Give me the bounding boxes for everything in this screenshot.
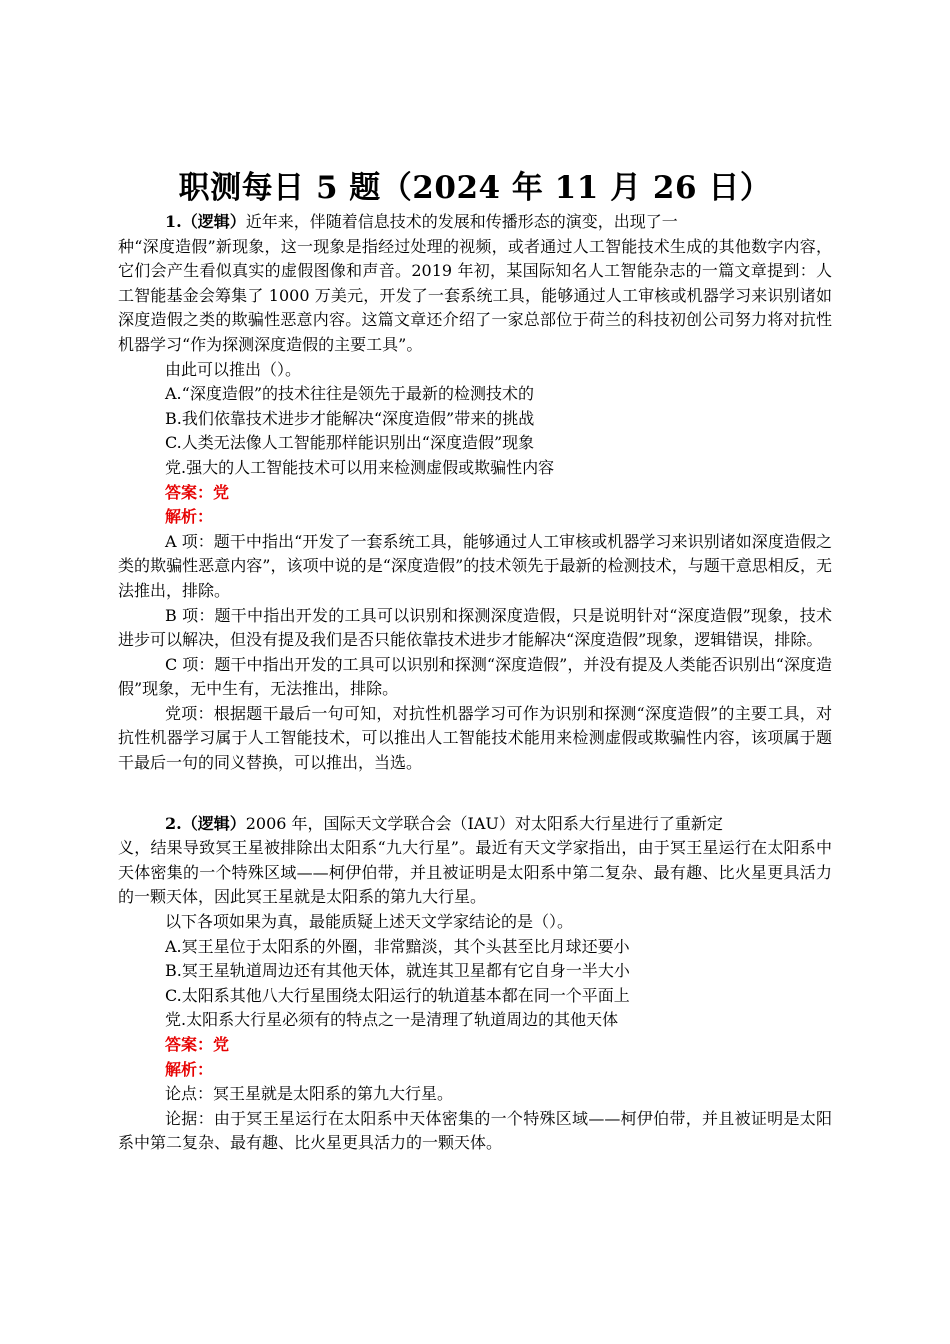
page-title: 职测每日 5 题（2024 年 11 月 26 日） [178, 170, 772, 206]
question-1-stem-first: 近年来，伴随着信息技术的发展和传播形态的演变，出现了一 [245, 212, 678, 231]
question-1-analysis-c: C 项：题干中指出开发的工具可以识别和探测“深度造假”，并没有提及人类能否识别出“深度造假”现象，无中生有，无法推出，排除。 [118, 654, 832, 699]
question-1-stem [118, 210, 832, 235]
question-1-option-a: A.“深度造假”的技术往往是领先于最新的检测技术的 [165, 384, 535, 404]
question-1-option-c: C.人类无法像人工智能那样能识别出“深度造假”现象 [165, 433, 535, 453]
question-2-stem-rest: 义，结果导致冥王星被排除出太阳系“九大行星”。最近有天文学家指出，由于冥王星运行在太阳系中天体密集的一个特殊区域——柯伊伯带，并且被证明是太阳系中第二复杂、最有趣、比火星更具活力的一颗天体，因此冥王星就是太阳系的第九大行星。 [118, 838, 832, 907]
question-1-analysis-b: B 项：题干中指出开发的工具可以识别和探测深度造假，只是说明针对“深度造假”现象，技术进步可以解决，但没有提及我们是否只能依靠技术进步才能解决“深度造假”现象，逻辑错误，排除。 [118, 605, 832, 650]
question-2-stem [118, 812, 832, 837]
question-1-analysis-label: 解析： [165, 507, 214, 527]
question-2-analysis-label: 解析： [165, 1059, 214, 1079]
question-2 [118, 812, 832, 1156]
question-1-analysis-a: A 项：题干中指出“开发了一套系统工具，能够通过人工审核或机器学习来识别诸如深度造假之类的欺骗性恶意内容”，该项中说的是“深度造假”的技术领先于最新的检测技术，与题干意思相反，无法推出，排除。 [118, 531, 832, 600]
question-1-analysis-d: 党项：根据题干最后一句可知，对抗性机器学习可作为识别和探测“深度造假”的主要工具，对抗性机器学习属于人工智能技术，可以推出人工智能技术能用来检测虚假或欺骗性内容，该项属于题干最后一句的同义替换，可以推出，当选。 [118, 703, 832, 773]
question-1-prompt: 由此可以推出（）。 [165, 359, 302, 379]
question-1-number: 1.（逻辑） [165, 212, 246, 231]
question-2-option-a: A.冥王星位于太阳系的外圈，非常黯淡，其个头甚至比月球还要小 [165, 936, 630, 956]
document-body [118, 210, 832, 1156]
question-1-stem-rest: 种“深度造假”新现象，这一现象是指经过处理的视频，或者通过人工智能技术生成的其他数字内容，它们会产生看似真实的虚假图像和声音。2019 年初，某国际知名人工智能杂志的一篇文章提到：人工智能基金会筹集了 1000 万美元，开发了一套系统工具，能够通过人工审核或机器学习来识别诸如深度造假之类的欺骗性恶意内容。这篇文章还介绍了一家总部位于荷兰的科技初创公司努力将对抗性机器学习“作为探测深度造假的主要工具”。 [118, 236, 832, 354]
question-2-option-c: C.太阳系其他八大行星围绕太阳运行的轨道基本都在同一个平面上 [165, 985, 630, 1005]
question-1 [118, 210, 832, 776]
question-2-stem-first: 2006 年，国际天文学联合会（IAU）对太阳系大行星进行了重新定 [245, 813, 723, 833]
section-gap [118, 776, 832, 812]
question-2-analysis-thesis: 论点：冥王星就是太阳系的第九大行星。 [165, 1084, 454, 1104]
question-2-answer: 答案：党 [165, 1035, 230, 1054]
question-2-number: 2.（逻辑） [165, 813, 246, 833]
question-2-option-d: 党.太阳系大行星必须有的特点之一是清理了轨道周边的其他天体 [165, 1010, 619, 1030]
question-2-analysis-evidence: 论据：由于冥王星运行在太阳系中天体密集的一个特殊区域——柯伊伯带，并且被证明是太阳系中第二复杂、最有趣、比火星更具活力的一颗天体。 [118, 1108, 832, 1153]
question-2-option-b: B.冥王星轨道周边还有其他天体，就连其卫星都有它自身一半大小 [165, 961, 630, 981]
question-1-option-d: 党.强大的人工智能技术可以用来检测虚假或欺骗性内容 [165, 457, 555, 477]
question-1-answer: 答案：党 [165, 482, 230, 502]
question-2-prompt: 以下各项如果为真，最能质疑上述天文学家结论的是（）。 [165, 912, 574, 932]
question-1-option-b: B.我们依靠技术进步才能解决“深度造假”带来的挑战 [165, 408, 535, 428]
